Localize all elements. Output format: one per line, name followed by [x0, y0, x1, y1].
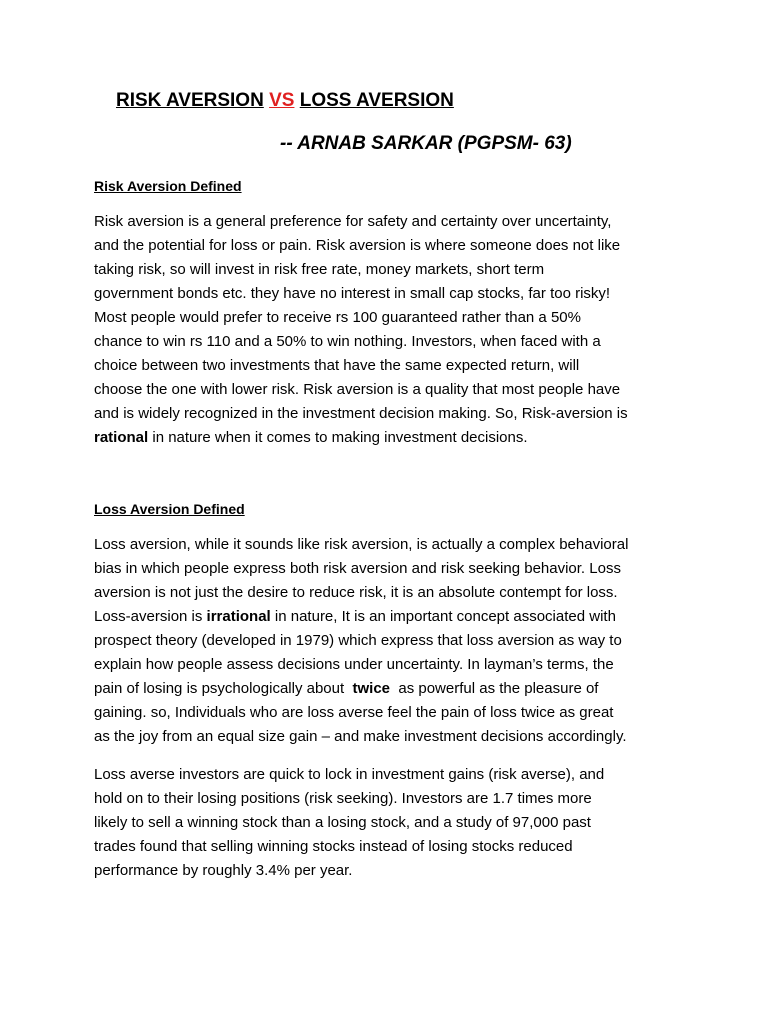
title-loss-aversion: LOSS AVERSION [299, 90, 454, 111]
paragraph-line [94, 605, 694, 629]
paragraph-line: aversion is not just the desire to reduce risk, it is an absolute contempt for loss. [94, 584, 618, 601]
paragraph-line: and is widely recognized in the investment decision making. So, Risk-aversion is [94, 405, 628, 422]
document-title [116, 90, 454, 112]
paragraph-loss-averse-investors [94, 763, 694, 883]
paragraph-line: government bonds etc. they have no interest in small cap stocks, far too risky! [94, 285, 611, 302]
heading-risk-aversion-defined: Risk Aversion Defined [94, 178, 242, 194]
paragraph-line: and the potential for loss or pain. Risk aversion is where someone does not like [94, 237, 621, 254]
paragraph-line: bias in which people express both risk aversion and risk seeking behavior. Loss [94, 560, 621, 577]
paragraph-line: performance by roughly 3.4% per year. [94, 862, 353, 879]
paragraph-line: prospect theory (developed in 1979) which express that loss aversion as way to [94, 632, 622, 649]
title-vs: VS [269, 90, 295, 111]
paragraph-line: gaining. so, Individuals who are loss averse feel the pain of loss twice as great [94, 704, 614, 721]
line-post: as powerful as the pleasure of [390, 680, 599, 697]
paragraph-loss-aversion [94, 533, 694, 749]
paragraph-line: Loss averse investors are quick to lock in investment gains (risk averse), and [94, 766, 605, 783]
paragraph-line: hold on to their losing positions (risk seeking). Investors are 1.7 times more [94, 790, 592, 807]
paragraph-line: chance to win rs 110 and a 50% to win nothing. Investors, when faced with a [94, 333, 601, 350]
paragraph-line: choose the one with lower risk. Risk aversion is a quality that most people have [94, 381, 621, 398]
line-post: in nature, It is an important concept associated with [270, 608, 616, 625]
heading-loss-aversion-defined: Loss Aversion Defined [94, 501, 245, 517]
line-pre: Loss-aversion is [94, 608, 207, 625]
bold-irrational: irrational [206, 608, 271, 625]
paragraph-line: trades found that selling winning stocks instead of losing stocks reduced [94, 838, 573, 855]
paragraph-line [94, 677, 694, 701]
paragraph-line: Loss aversion, while it sounds like risk aversion, is actually a complex behavioral [94, 536, 629, 553]
paragraph-risk-aversion [94, 210, 694, 450]
paragraph-line [94, 426, 694, 450]
paragraph-line: Most people would prefer to receive rs 100 guaranteed rather than a 50% [94, 309, 581, 326]
paragraph-line: Risk aversion is a general preference for safety and certainty over uncertainty, [94, 213, 612, 230]
bold-rational: rational [94, 429, 149, 446]
paragraph-line: taking risk, so will invest in risk free rate, money markets, short term [94, 261, 545, 278]
paragraph-line: choice between two investments that have the same expected return, will [94, 357, 580, 374]
line-pre: pain of losing is psychologically about [94, 680, 353, 697]
paragraph-line: likely to sell a winning stock than a losing stock, and a study of 97,000 past [94, 814, 591, 831]
bold-twice: twice [352, 680, 391, 697]
paragraph-line-rest: in nature when it comes to making investment decisions. [148, 429, 528, 446]
paragraph-line: explain how people assess decisions under uncertainty. In layman’s terms, the [94, 656, 614, 673]
paragraph-line: as the joy from an equal size gain – and make investment decisions accordingly. [94, 728, 627, 745]
title-risk-aversion: RISK AVERSION [116, 90, 264, 111]
author-line: -- ARNAB SARKAR (PGPSM- 63) [280, 133, 572, 154]
